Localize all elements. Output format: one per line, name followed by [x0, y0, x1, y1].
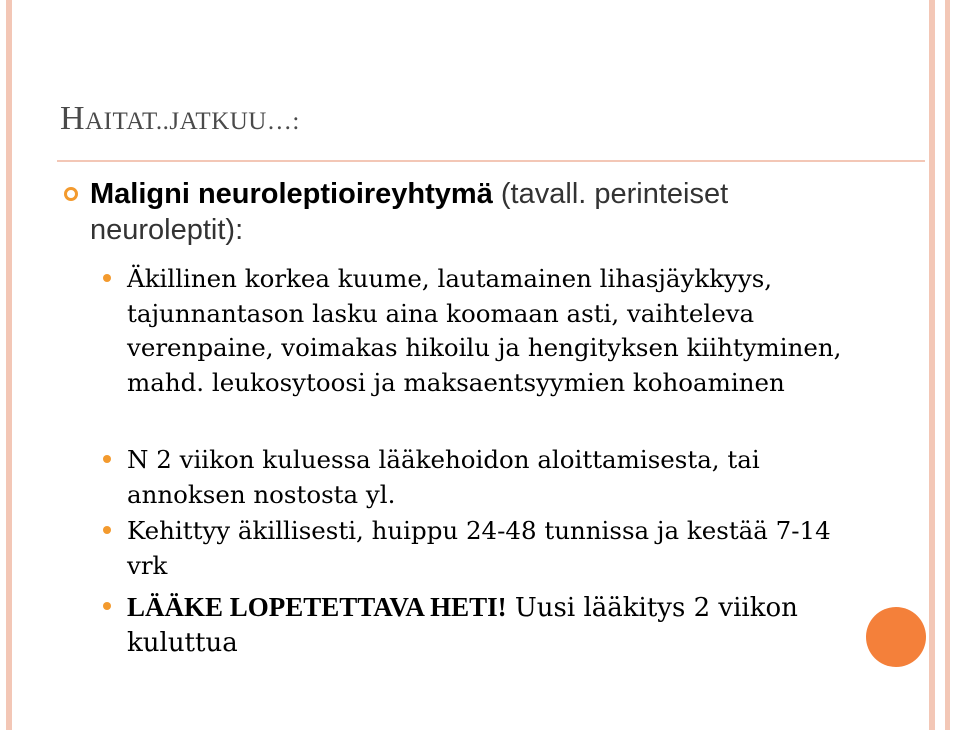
title-rest: AITAT..JATKUU…: [85, 108, 300, 135]
sub-bullet-onset: N 2 viikon kuluessa lääkehoidon aloittamisesta, tai annoksen nostosta yl. [127, 445, 760, 509]
left-frame-border [6, 0, 12, 730]
sub-bullet-course: Kehittyy äkillisesti, huippu 24-48 tunnissa ja kestää 7-14 vrk [127, 516, 831, 580]
decorative-circle [866, 607, 926, 667]
main-bullet [90, 176, 850, 248]
right-frame-border-outer [945, 0, 950, 730]
stop-medication-warning: LÄÄKE LOPETETTAVA HETI! [127, 592, 507, 622]
sub-bullet-action [127, 590, 847, 660]
sub-bullet-symptoms: Äkillinen korkea kuume, lautamainen lihasjäykkyys, tajunnantason lasku aina koomaan asti, vaihteleva verenpaine, voimakas hikoilu ja hengityksen kiihtyminen, mahd. leukosytoosi ja maksaentsyymien kohoaminen [127, 264, 842, 397]
dot-bullet-icon [103, 274, 111, 282]
dot-bullet-icon [103, 602, 111, 610]
dot-bullet-icon [103, 526, 111, 534]
main-bullet-lead: Maligni neuroleptioireyhtymä [90, 178, 493, 210]
slide-title [60, 100, 300, 138]
right-frame-border [929, 0, 935, 730]
ring-bullet-icon [64, 187, 78, 201]
dot-bullet-icon [103, 455, 111, 463]
title-underline [57, 160, 925, 162]
title-initial: H [60, 100, 86, 137]
main-bullet-rest: (tavall. perinteiset neuroleptit): [90, 178, 729, 246]
new-medication-note: Uusi lääkitys 2 viikon kuluttua [127, 593, 798, 658]
